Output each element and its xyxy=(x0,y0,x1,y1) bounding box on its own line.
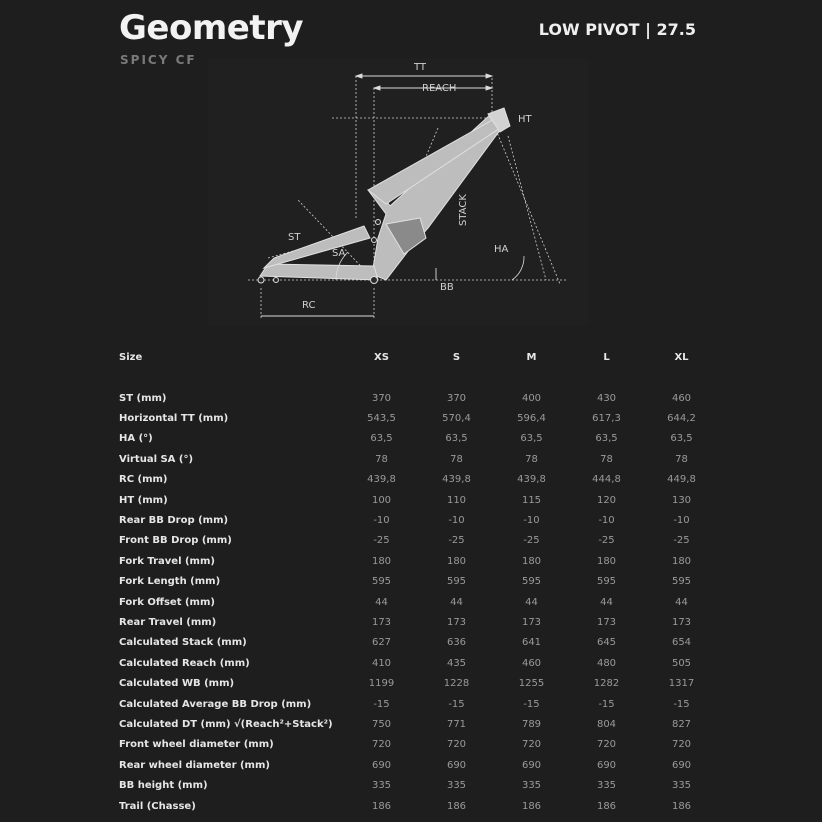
row-value: 690 xyxy=(671,759,692,771)
table-row xyxy=(119,572,719,592)
row-value: 444,8 xyxy=(592,474,621,486)
bike-frame xyxy=(260,108,510,280)
row-value: 173 xyxy=(596,616,617,628)
steer-axis-line xyxy=(508,136,546,280)
row-value: 63,5 xyxy=(445,433,468,445)
row-value: -15 xyxy=(523,698,540,710)
row-label: Front BB Drop (mm) xyxy=(119,535,232,547)
row-value: 596,4 xyxy=(517,413,546,425)
size-column-header: L xyxy=(603,351,610,363)
table-row xyxy=(119,490,719,510)
row-value: -10 xyxy=(448,515,465,527)
row-value: 690 xyxy=(371,759,392,771)
reach-label: REACH xyxy=(422,83,457,94)
row-value: 78 xyxy=(375,453,388,465)
row-value: -15 xyxy=(448,698,465,710)
row-label: ST (mm) xyxy=(119,392,167,404)
row-value: 186 xyxy=(446,800,467,812)
table-row xyxy=(119,612,719,632)
row-value: 120 xyxy=(596,494,617,506)
row-value: 617,3 xyxy=(592,413,621,425)
row-label: Calculated WB (mm) xyxy=(119,678,235,690)
row-value: 641 xyxy=(521,637,542,649)
row-value: 78 xyxy=(600,453,613,465)
row-label: Fork Travel (mm) xyxy=(119,555,215,567)
tt-label: TT xyxy=(414,62,427,73)
seatstay-pivot-icon xyxy=(376,220,381,225)
size-column-header: S xyxy=(452,351,461,363)
row-value: -15 xyxy=(673,698,690,710)
model-subtitle: SPICY CF xyxy=(120,53,197,67)
row-value: -15 xyxy=(598,698,615,710)
row-value: 410 xyxy=(371,657,392,669)
ha-label: HA xyxy=(494,244,509,255)
row-value: 186 xyxy=(596,800,617,812)
row-value: -10 xyxy=(673,515,690,527)
row-value: 78 xyxy=(450,453,463,465)
row-value: -25 xyxy=(598,535,615,547)
size-column-header: M xyxy=(526,351,537,363)
sa-label: SA xyxy=(332,248,346,259)
page-title: Geometry xyxy=(119,8,303,48)
row-label: Front wheel diameter (mm) xyxy=(119,739,274,751)
table-row xyxy=(119,429,719,449)
row-value: 690 xyxy=(446,759,467,771)
row-value: 63,5 xyxy=(670,433,693,445)
table-row xyxy=(119,714,719,734)
row-value: 439,8 xyxy=(367,474,396,486)
table-row xyxy=(119,775,719,795)
row-value: 370 xyxy=(371,392,392,404)
row-value: 720 xyxy=(521,739,542,751)
table-row xyxy=(119,449,719,469)
size-header: Size xyxy=(119,351,143,363)
row-value: 1228 xyxy=(443,678,470,690)
row-value: 115 xyxy=(521,494,542,506)
row-value: 439,8 xyxy=(517,474,546,486)
bb-label: BB xyxy=(440,282,454,293)
table-row xyxy=(119,470,719,490)
row-value: -15 xyxy=(373,698,390,710)
row-value: -25 xyxy=(448,535,465,547)
row-value: -25 xyxy=(523,535,540,547)
row-label: Calculated Reach (mm) xyxy=(119,657,250,669)
ha-angle-arc xyxy=(512,256,524,280)
row-label: Calculated DT (mm) √(Reach²+Stack²) xyxy=(119,718,333,730)
row-value: 370 xyxy=(446,392,467,404)
row-value: 180 xyxy=(521,555,542,567)
row-label: HA (°) xyxy=(119,433,153,445)
row-value: 1317 xyxy=(668,678,695,690)
row-label: RC (mm) xyxy=(119,474,168,486)
row-value: -10 xyxy=(598,515,615,527)
row-value: 543,5 xyxy=(367,413,396,425)
row-value: 570,4 xyxy=(442,413,471,425)
row-value: 644,2 xyxy=(667,413,696,425)
row-value: 595 xyxy=(371,576,392,588)
table-row xyxy=(119,673,719,693)
row-value: 595 xyxy=(521,576,542,588)
row-value: 173 xyxy=(446,616,467,628)
row-value: 505 xyxy=(671,657,692,669)
row-value: 627 xyxy=(371,637,392,649)
row-value: 180 xyxy=(671,555,692,567)
row-value: 1255 xyxy=(518,678,545,690)
row-value: 804 xyxy=(596,718,617,730)
row-value: -10 xyxy=(373,515,390,527)
row-value: 44 xyxy=(375,596,388,608)
row-value: 636 xyxy=(446,637,467,649)
row-value: 720 xyxy=(371,739,392,751)
table-row xyxy=(119,510,719,530)
row-label: Rear BB Drop (mm) xyxy=(119,515,229,527)
row-value: 335 xyxy=(446,780,467,792)
size-column-header: XL xyxy=(674,351,689,363)
row-value: 130 xyxy=(671,494,692,506)
row-value: 100 xyxy=(371,494,392,506)
row-value: 44 xyxy=(450,596,463,608)
rc-label: RC xyxy=(302,300,316,311)
row-value: 460 xyxy=(521,657,542,669)
row-value: 180 xyxy=(371,555,392,567)
table-row xyxy=(119,531,719,551)
row-value: 110 xyxy=(446,494,467,506)
row-value: 335 xyxy=(521,780,542,792)
table-row xyxy=(119,408,719,428)
row-value: 186 xyxy=(371,800,392,812)
row-value: 654 xyxy=(671,637,692,649)
frame-diagram-svg xyxy=(208,58,588,326)
row-value: 173 xyxy=(671,616,692,628)
table-row xyxy=(119,653,719,673)
st-label: ST xyxy=(288,232,301,243)
table-row xyxy=(119,633,719,653)
fork-line xyxy=(496,130,560,284)
row-label: Fork Offset (mm) xyxy=(119,596,215,608)
row-value: 771 xyxy=(446,718,467,730)
row-value: 44 xyxy=(525,596,538,608)
bottom-bracket-icon xyxy=(371,277,378,284)
row-value: 180 xyxy=(446,555,467,567)
main-pivot-icon xyxy=(372,238,377,243)
row-value: 595 xyxy=(671,576,692,588)
row-value: 595 xyxy=(446,576,467,588)
row-value: -25 xyxy=(673,535,690,547)
row-value: 44 xyxy=(675,596,688,608)
table-row xyxy=(119,735,719,755)
row-label: Calculated Average BB Drop (mm) xyxy=(119,698,312,710)
row-value: -25 xyxy=(373,535,390,547)
row-value: 1199 xyxy=(368,678,395,690)
rear-pivot-icon xyxy=(274,278,279,283)
row-value: 720 xyxy=(596,739,617,751)
row-value: 335 xyxy=(596,780,617,792)
row-value: 690 xyxy=(596,759,617,771)
geometry-diagram xyxy=(208,58,588,326)
row-label: Virtual SA (°) xyxy=(119,453,194,465)
row-value: 78 xyxy=(525,453,538,465)
row-label: Horizontal TT (mm) xyxy=(119,413,229,425)
row-label: Calculated Stack (mm) xyxy=(119,637,247,649)
row-value: 827 xyxy=(671,718,692,730)
row-label: Rear wheel diameter (mm) xyxy=(119,759,270,771)
row-value: 335 xyxy=(371,780,392,792)
row-value: 180 xyxy=(596,555,617,567)
row-value: 789 xyxy=(521,718,542,730)
table-row xyxy=(119,551,719,571)
row-value: 720 xyxy=(671,739,692,751)
row-value: 173 xyxy=(371,616,392,628)
table-row xyxy=(119,755,719,775)
row-value: 435 xyxy=(446,657,467,669)
rear-axle-icon xyxy=(258,277,264,283)
size-column-header: XS xyxy=(374,351,389,363)
row-value: 63,5 xyxy=(595,433,618,445)
row-value: 186 xyxy=(521,800,542,812)
row-value: 430 xyxy=(596,392,617,404)
row-value: 690 xyxy=(521,759,542,771)
row-value: 750 xyxy=(371,718,392,730)
table-row xyxy=(119,694,719,714)
table-row xyxy=(119,592,719,612)
table-spacer xyxy=(119,368,719,388)
stack-label: STACK xyxy=(458,194,469,226)
row-value: 400 xyxy=(521,392,542,404)
row-value: 335 xyxy=(671,780,692,792)
ht-label: HT xyxy=(518,114,532,125)
geometry-table xyxy=(119,346,719,816)
row-value: 186 xyxy=(671,800,692,812)
row-value: 63,5 xyxy=(370,433,393,445)
row-value: 480 xyxy=(596,657,617,669)
model-info: LOW PIVOT | 27.5 xyxy=(538,20,696,39)
row-value: 78 xyxy=(675,453,688,465)
row-value: 1282 xyxy=(593,678,620,690)
row-value: 460 xyxy=(671,392,692,404)
row-value: 645 xyxy=(596,637,617,649)
row-value: 720 xyxy=(446,739,467,751)
row-label: Fork Length (mm) xyxy=(119,576,221,588)
row-value: 63,5 xyxy=(520,433,543,445)
table-row xyxy=(119,388,719,408)
row-value: 449,8 xyxy=(667,474,696,486)
row-value: -10 xyxy=(523,515,540,527)
row-label: BB height (mm) xyxy=(119,780,208,792)
row-label: Rear Travel (mm) xyxy=(119,616,217,628)
row-value: 173 xyxy=(521,616,542,628)
row-value: 44 xyxy=(600,596,613,608)
table-header-row xyxy=(119,346,719,368)
row-value: 595 xyxy=(596,576,617,588)
row-value: 439,8 xyxy=(442,474,471,486)
row-label: Trail (Chasse) xyxy=(119,800,196,812)
table-row xyxy=(119,796,719,816)
row-label: HT (mm) xyxy=(119,494,168,506)
